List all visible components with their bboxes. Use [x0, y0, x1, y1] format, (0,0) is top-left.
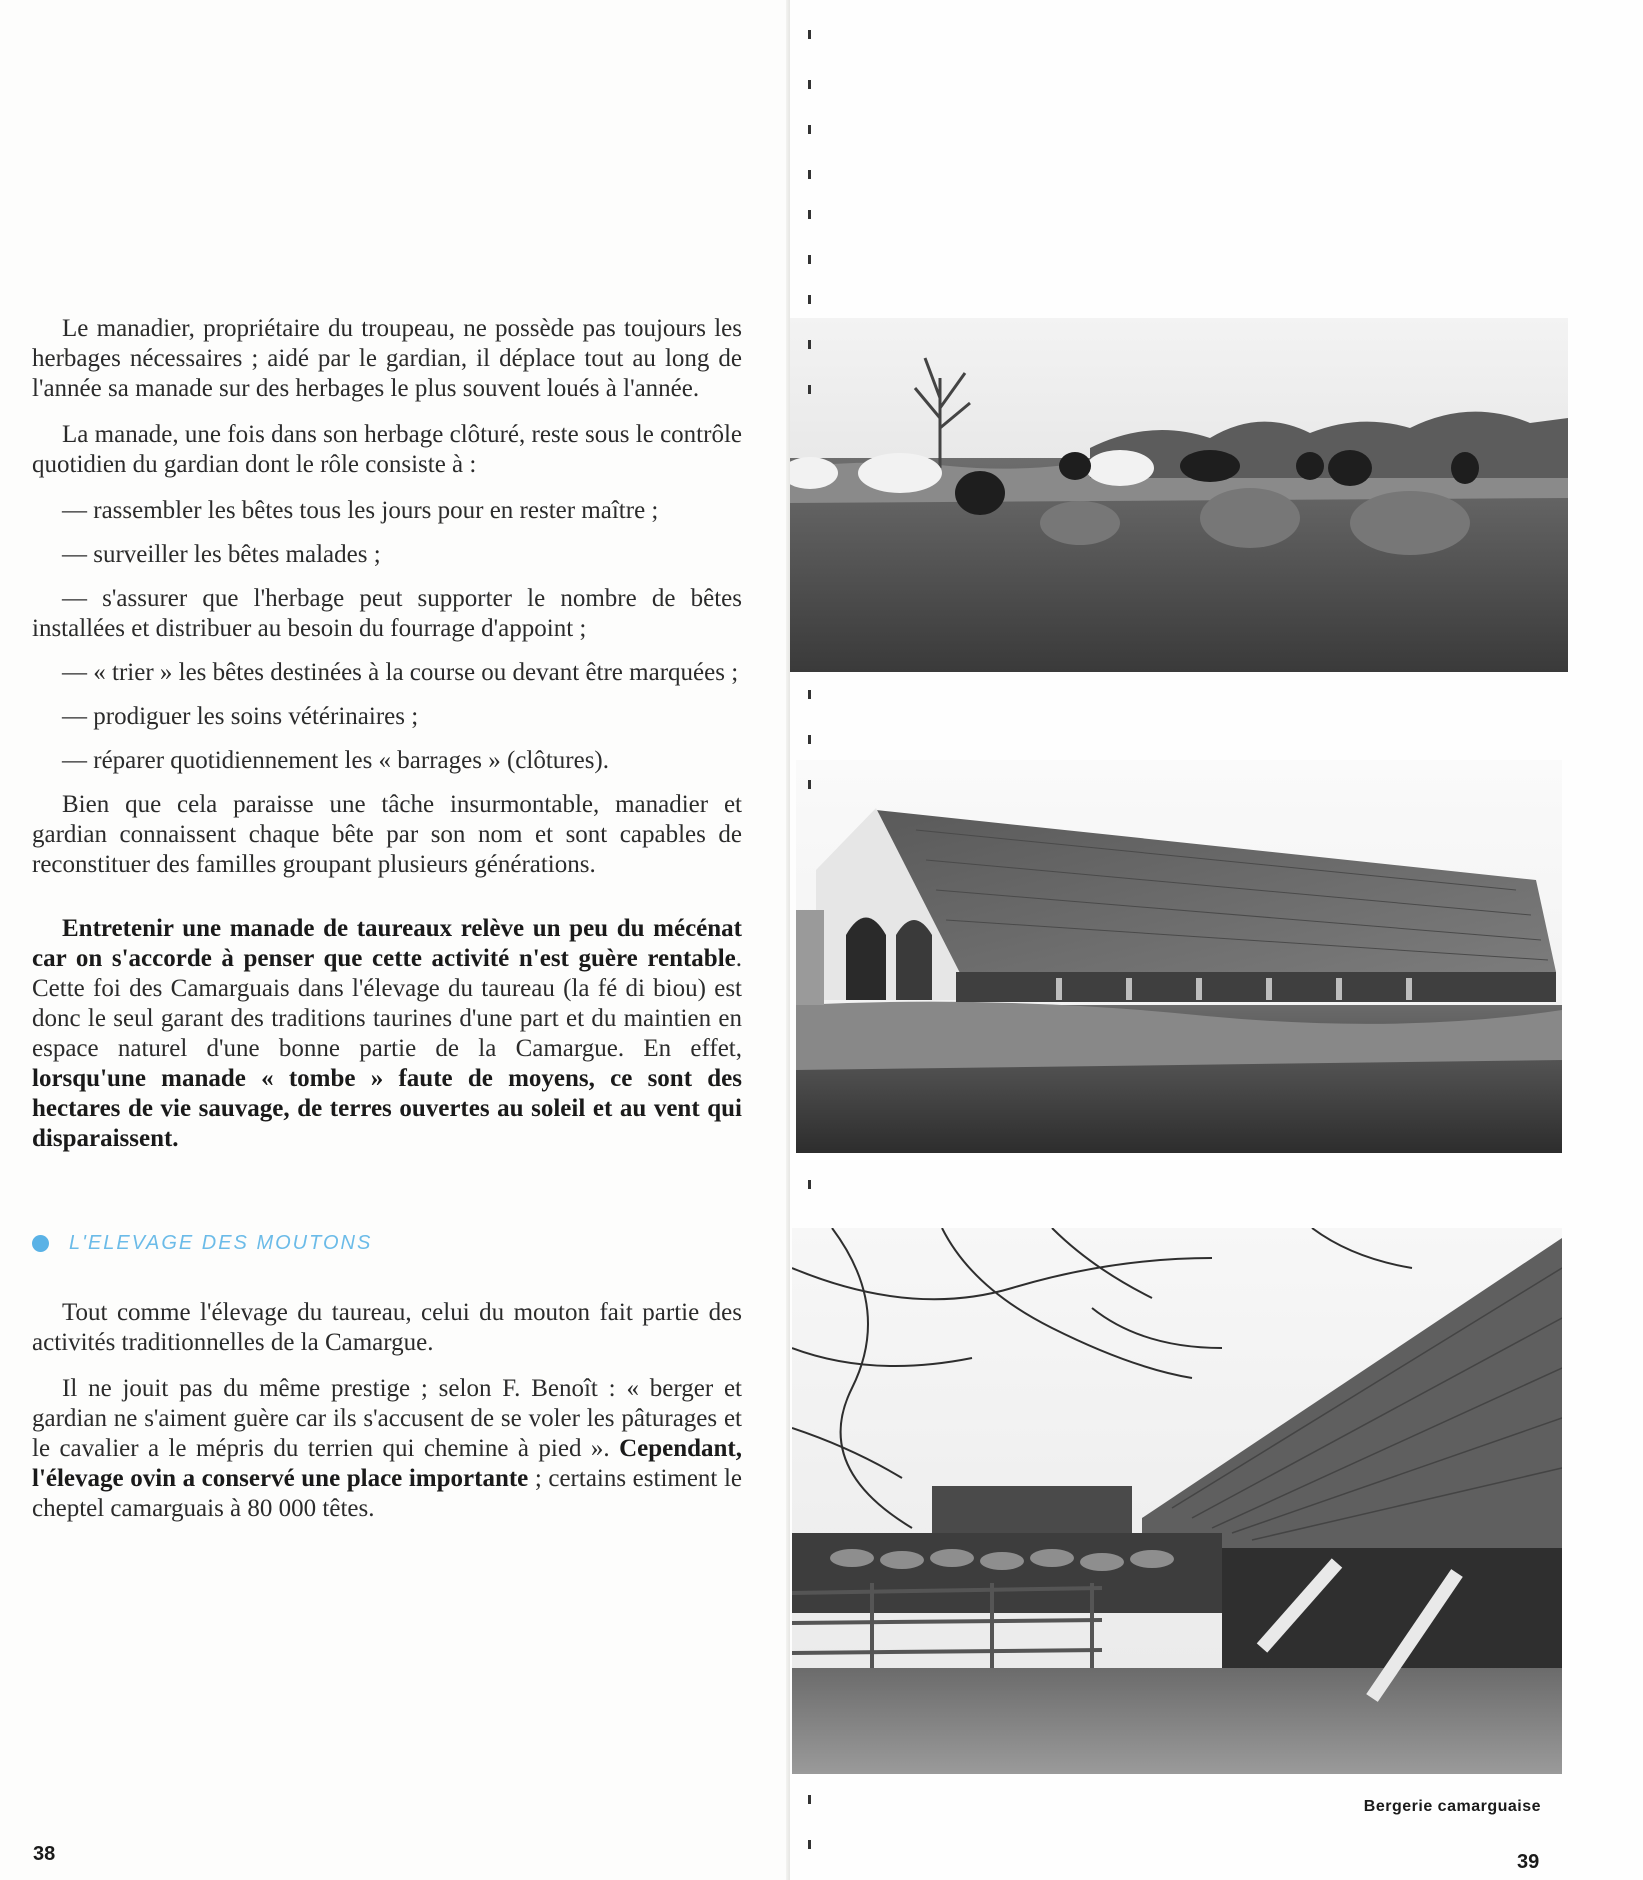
section-heading	[32, 1228, 742, 1258]
binding-mark	[808, 295, 811, 304]
list-item: — rassembler les bêtes tous les jours pour en rester maître ;	[62, 497, 659, 524]
bold-text: lorsqu'une manade « tombe » faute de moyens, ce sont des hectares de vie sauvage, de terres ouvertes au soleil et au vent qui disparaissent.	[32, 1065, 742, 1152]
paragraph-mecenat	[32, 914, 742, 1154]
binding-mark	[808, 735, 811, 744]
list-item: — « trier » les bêtes destinées à la course ou devant être marquées ;	[62, 659, 739, 686]
binding-mark	[808, 80, 811, 89]
list-item: — s'assurer que l'herbage peut supporter le nombre de bêtes installées et distribuer au besoin du fourrage d'appoint ;	[32, 585, 742, 642]
page-number-left: 38	[33, 1843, 56, 1865]
paragraph-prestige	[32, 1374, 742, 1524]
bullet-dot-icon	[32, 1235, 49, 1252]
page-number-right: 39	[1517, 1851, 1540, 1873]
binding-mark	[808, 170, 811, 179]
body-text: . Cette foi des Camarguais dans l'élevage du taureau (la fé di biou) est donc le seul garant des traditions taurines d'une part et du maintien en espace naturel d'une bonne partie de la Camargue. En effet,	[32, 945, 742, 1062]
binding-mark	[808, 255, 811, 264]
binding-mark	[808, 30, 811, 39]
left-page	[0, 0, 790, 1880]
binding-mark	[808, 385, 811, 394]
binding-mark	[808, 125, 811, 134]
list-item: — réparer quotidiennement les « barrages » (clôtures).	[62, 747, 610, 774]
binding-mark	[808, 780, 811, 789]
binding-mark	[808, 340, 811, 349]
body-text: ; certains estiment le cheptel camarguais à 80 000 têtes.	[32, 1465, 742, 1522]
paragraph-mouton: Tout comme l'élevage du taureau, celui du mouton fait partie des activités traditionnelles de la Camargue.	[32, 1299, 742, 1356]
photo-bergerie-sheep	[792, 1228, 1562, 1774]
photo-bergerie-building	[796, 760, 1562, 1153]
photo-manade-grazing	[790, 318, 1568, 672]
binding-mark	[808, 1795, 811, 1804]
body-text: Il ne jouit pas du même prestige ; selon F. Benoît : « berger et gardian ne s'aiment guère car ils s'accusent de se voler les pâturages et le cavalier a le mépris du terrien qui chemine à pied ».	[32, 1375, 742, 1462]
binding-mark	[808, 1180, 811, 1189]
section-title: L'ELEVAGE DES MOUTONS	[69, 1232, 373, 1254]
binding-mark	[808, 210, 811, 219]
left-text-column	[32, 314, 742, 1540]
paragraph-manadier: Le manadier, propriétaire du troupeau, ne possède pas toujours les herbages nécessaires ; aidé par le gardian, il déplace tout au long de l'année sa manade sur des herbages le plus souvent loués à l'année.	[32, 315, 742, 402]
list-item: — prodiguer les soins vétérinaires ;	[62, 703, 419, 730]
binding-mark	[808, 690, 811, 699]
bold-text: Entretenir une manade de taureaux relève un peu du mécénat car on s'accorde à penser que cette activité n'est guère rentable	[32, 915, 742, 972]
binding-mark	[808, 1840, 811, 1849]
list-item: — surveiller les bêtes malades ;	[62, 541, 381, 568]
photo-caption: Bergerie camarguaise	[1363, 1798, 1541, 1815]
right-page	[790, 0, 1643, 1880]
paragraph-connaissance: Bien que cela paraisse une tâche insurmontable, manadier et gardian connaissent chaque bête par son nom et sont capables de reconstituer des familles groupant plusieurs générations.	[32, 791, 742, 878]
bold-text: Cependant, l'élevage ovin a conservé une place importante	[32, 1435, 742, 1492]
paragraph-manade: La manade, une fois dans son herbage clôturé, reste sous le contrôle quotidien du gardian dont le rôle consiste à :	[32, 421, 742, 478]
